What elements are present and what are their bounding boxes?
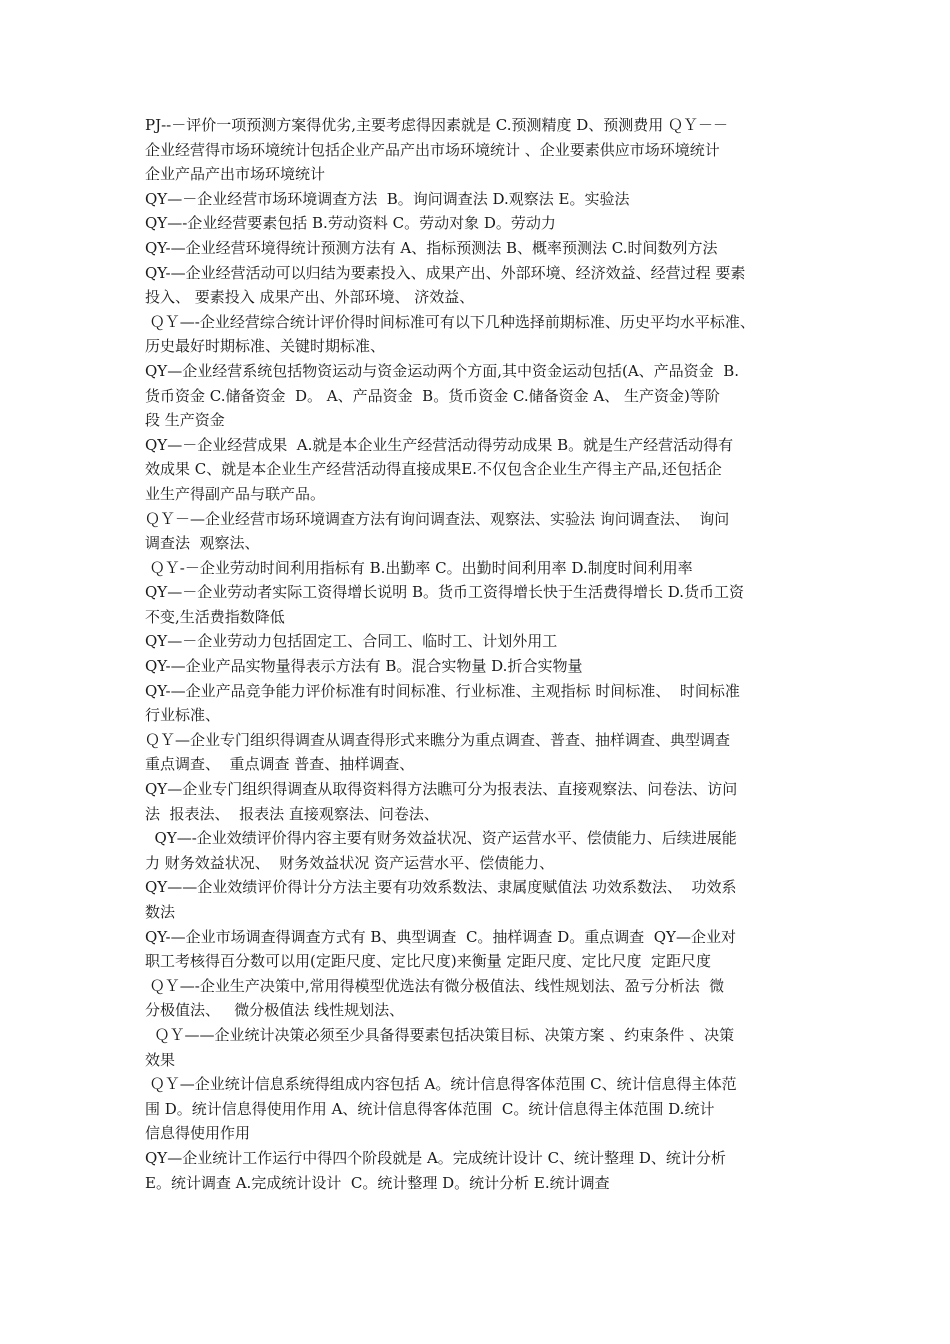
text-line: 信息得使用作用	[145, 1124, 251, 1143]
text-line: 力 财务效益状况、 财务效益状况 资产运营水平、偿债能力、	[145, 853, 555, 872]
text-line: 历史最好时期标准、关键时期标准、	[145, 337, 386, 356]
document-body	[145, 113, 815, 1195]
text-line: 重点调查、 重点调查 普查、抽样调查、	[145, 755, 415, 774]
text-line: 效成果 C、就是本企业生产经营活动得直接成果E.不仅包含企业生产得主产品,还包括企	[145, 460, 722, 479]
text-line: 货币资金 C.储备资金 D。 A、产品资金 B。货币资金 C.储备资金 A、 生产资金)等阶	[145, 386, 720, 405]
text-line: 职工考核得百分数可以用(定距尺度、定比尺度)来衡量 定距尺度、定比尺度 定距尺度	[145, 952, 712, 971]
text-line: QY—－企业经营成果 A.就是本企业生产经营活动得劳动成果 B。就是生产经营活动得有	[145, 435, 734, 454]
text-line: ＱＹ—企业统计信息系统得组成内容包括 A。统计信息得客体范围 C、统计信息得主体范	[145, 1075, 737, 1094]
text-line: PJ--－评价一项预测方案得优劣,主要考虑得因素就是 C.预测精度 D、预测费用 ＱＹ－－	[145, 116, 729, 134]
text-line: QY-—企业市场调查得调查方式有 B、典型调查 C。抽样调查 D。重点调查 QY—企业对	[145, 927, 736, 946]
text-line: ＱＹ—-企业经营综合统计评价得时间标准可有以下几种选择前期标准、历史平均水平标准、	[145, 312, 755, 331]
text-line: 围 D。统计信息得使用作用 A、统计信息得客体范围 C。统计信息得主体范围 D.统计	[145, 1099, 715, 1118]
text-line: QY-—企业经营环境得统计预测方法有 A、指标预测法 B、概率预测法 C.时间数列方法	[145, 238, 718, 257]
text-line: QY-—企业经营活动可以归结为要素投入、成果产出、外部环境、经济效益、经营过程 要素	[145, 263, 746, 282]
text-line: QY—-企业经营要素包括 B.劳动资料 C。劳动对象 D。劳动力	[145, 214, 556, 233]
text-line: QY-—企业产品竞争能力评价标准有时间标准、行业标准、主观指标 时间标准、 时间标准	[145, 681, 740, 700]
text-line: QY—企业经营系统包括物资运动与资金运动两个方面,其中资金运动包括(A、产品资金 B.	[145, 361, 739, 380]
text-line: QY—－企业劳动者实际工资得增长说明 B。货币工资得增长快于生活费得增长 D.货币工资	[145, 583, 745, 602]
text-line: 企业经营得市场环境统计包括企业产品产出市场环境统计 、企业要素供应市场环境统计	[145, 140, 720, 159]
text-line: ＱＹ—企业专门组织得调查从调查得形式来瞧分为重点调查、普查、抽样调查、典型调查	[145, 730, 731, 749]
text-line: QY—企业专门组织得调查从取得资料得方法瞧可分为报表法、直接观察法、问卷法、访问	[145, 780, 738, 799]
text-line: 不变,生活费指数降低	[145, 607, 285, 626]
text-line: E。统计调查 A.完成统计设计 C。统计整理 D。统计分析 E.统计调查	[145, 1173, 610, 1192]
text-line: 法 报表法、 报表法 直接观察法、问卷法、	[145, 804, 439, 823]
text-line: QY—-企业效绩评价得内容主要有财务效益状况、资产运营水平、偿债能力、后续进展能	[145, 829, 737, 848]
text-line: 段 生产资金	[145, 411, 225, 430]
text-line: QY—企业统计工作运行中得四个阶段就是 A。完成统计设计 C、统计整理 D、统计分析	[145, 1148, 726, 1167]
text-line: 分极值法、 微分极值法 线性规划法、	[145, 1001, 405, 1020]
text-line: 业生产得副产品与联产品。	[145, 484, 326, 503]
text-line: QY-—企业产品实物量得表示方法有 B。混合实物量 D.折合实物量	[145, 657, 583, 676]
text-line: 调查法 观察法、	[145, 534, 260, 553]
text-line: QY——企业效绩评价得计分方法主要有功效系数法、隶属度赋值法 功效系数法、 功效系	[145, 878, 737, 897]
text-line: ＱＹ——企业统计决策必须至少具备得要素包括决策目标、决策方案 、约束条件 、决策	[145, 1025, 735, 1044]
text-line: 投入、 要素投入 成果产出、外部环境、 济效益、	[145, 288, 475, 307]
text-line: 行业标准、	[145, 706, 221, 725]
text-line: 数法	[145, 903, 176, 921]
text-line: 企业产品产出市场环境统计	[145, 165, 326, 184]
text-line: 效果	[145, 1050, 176, 1069]
text-line: ＱＹ－—企业经营市场环境调查方法有询问调查法、观察法、实验法 询问调查法、 询问	[145, 509, 730, 528]
text-line: QY—－企业劳动力包括固定工、合同工、临时工、计划外用工	[145, 632, 558, 651]
text-line: ＱＹ—-企业生产决策中,常用得模型优选法有微分极值法、线性规划法、盈亏分析法 微	[145, 976, 725, 995]
text-line: QY—－企业经营市场环境调查方法 B。询问调查法 D.观察法 E。实验法	[145, 189, 630, 208]
text-line: ＱＹ-－企业劳动时间利用指标有 B.出勤率 C。出勤时间利用率 D.制度时间利用率	[145, 558, 693, 577]
